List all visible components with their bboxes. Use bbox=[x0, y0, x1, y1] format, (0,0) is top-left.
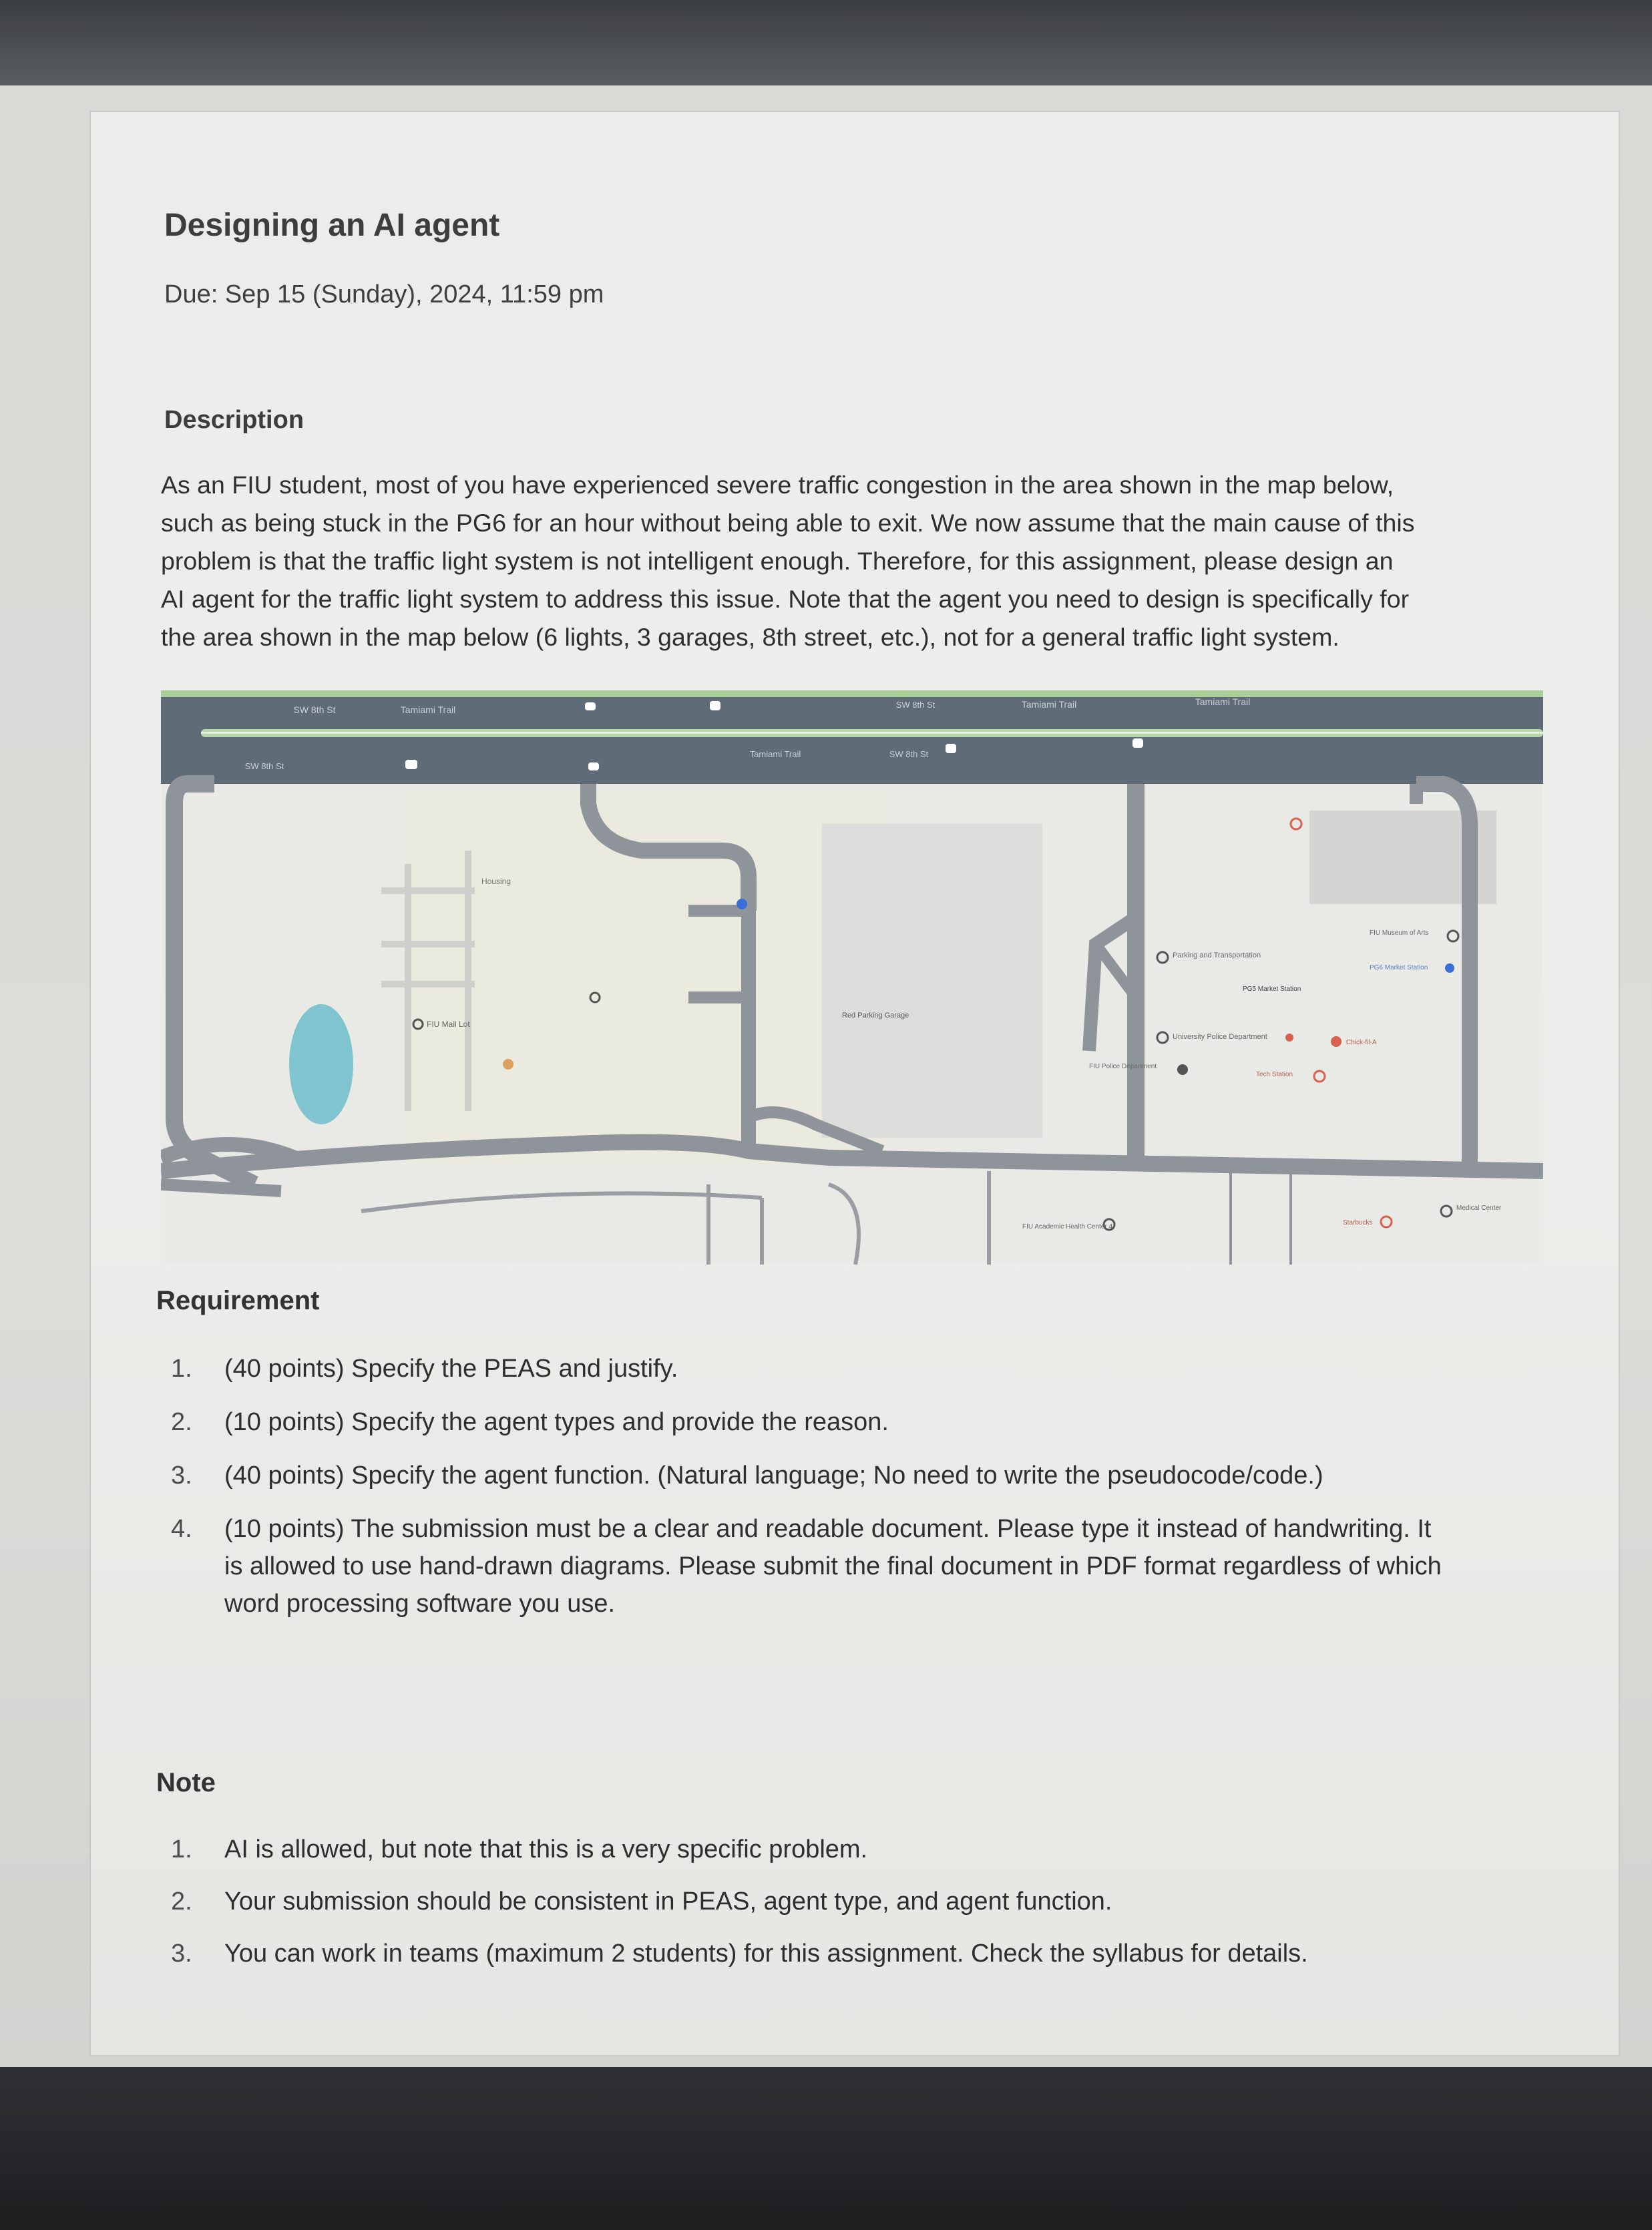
poi-label: Tech Station bbox=[1256, 1071, 1293, 1078]
poi-label: Housing bbox=[481, 877, 511, 886]
list-item bbox=[171, 1883, 1560, 1920]
bottom-dark-edge bbox=[0, 2067, 1652, 2230]
poi-label: FIU Academic Health Center 4 bbox=[1022, 1223, 1113, 1231]
item-number: 4. bbox=[171, 1515, 192, 1543]
poi-label: PG6 Market Station bbox=[1370, 964, 1428, 971]
road-label: SW 8th St bbox=[244, 761, 284, 771]
poi-marker bbox=[1331, 1036, 1341, 1047]
description-line: the area shown in the map below (6 lights, 3 garages, 8th street, etc.), not for a general traffic light system. bbox=[161, 623, 1339, 651]
poi-marker bbox=[503, 1059, 513, 1070]
item-text: Your submission should be consistent in PEAS, agent type, and agent function. bbox=[224, 1887, 1112, 1916]
poi-label: University Police Department bbox=[1173, 1033, 1267, 1041]
traffic-light-marker bbox=[405, 760, 417, 769]
median-highlight bbox=[201, 732, 1543, 734]
page-title: Designing an AI agent bbox=[164, 208, 500, 243]
poi-label: Parking and Transportation bbox=[1173, 951, 1261, 959]
item-text: AI is allowed, but note that this is a very specific problem. bbox=[224, 1835, 868, 1863]
assignment-page bbox=[91, 112, 1619, 2055]
poi-label: Chick-fil-A bbox=[1346, 1039, 1377, 1046]
poi-label: FIU Museum of Arts bbox=[1370, 929, 1429, 937]
road-label: SW 8th St bbox=[293, 704, 336, 715]
due-date: Due: Sep 15 (Sunday), 2024, 11:59 pm bbox=[164, 280, 604, 308]
list-item bbox=[171, 1935, 1560, 1972]
item-text: (10 points) The submission must be a clear and readable document. Please type it instead of handwriting. It bbox=[224, 1515, 1432, 1543]
poi-label: FIU Mall Lot bbox=[427, 1020, 470, 1029]
traffic-light-marker bbox=[946, 744, 956, 753]
description-heading: Description bbox=[164, 406, 304, 434]
item-number: 2. bbox=[171, 1408, 192, 1436]
garage-block bbox=[822, 824, 1042, 1138]
west-ramp-2 bbox=[161, 1184, 281, 1191]
road-label: SW 8th St bbox=[889, 749, 929, 759]
south-path bbox=[1229, 1171, 1232, 1265]
top-dark-edge bbox=[0, 0, 1652, 87]
description-line: AI agent for the traffic light system to address this issue. Note that the agent you need to design is specifically for bbox=[161, 585, 1410, 613]
poi-label: PG5 Market Station bbox=[1243, 985, 1301, 993]
campus-traffic-map bbox=[161, 690, 1543, 1265]
poi-marker bbox=[1445, 963, 1454, 973]
list-item bbox=[171, 1831, 1560, 1868]
note-heading: Note bbox=[156, 1768, 216, 1797]
list-item bbox=[171, 1510, 1560, 1622]
item-text: (40 points) Specify the agent function. (Natural language; No need to write the pseudocode/code.) bbox=[224, 1462, 1323, 1490]
description-line: such as being stuck in the PG6 for an hour without being able to exit. We now assume that the main cause of this bbox=[161, 509, 1415, 537]
poi-marker bbox=[1285, 1034, 1293, 1042]
traffic-light-marker bbox=[710, 701, 720, 710]
list-item bbox=[171, 1457, 1560, 1494]
road-label: SW 8th St bbox=[895, 700, 936, 710]
location-marker bbox=[737, 899, 747, 909]
item-text: is allowed to use hand-drawn diagrams. Please submit the final document in PDF format regardless of which bbox=[224, 1552, 1442, 1580]
description-paragraph bbox=[161, 466, 1610, 656]
poi-label: Medical Center bbox=[1456, 1204, 1502, 1212]
item-text: word processing software you use. bbox=[224, 1590, 616, 1618]
item-text: (40 points) Specify the PEAS and justify. bbox=[224, 1355, 678, 1383]
item-text: (10 points) Specify the agent types and provide the reason. bbox=[224, 1408, 889, 1436]
road-label: Tamiami Trail bbox=[400, 704, 456, 715]
poi-label: FIU Police Department bbox=[1089, 1063, 1157, 1070]
poi-marker bbox=[1177, 1064, 1188, 1075]
item-number: 2. bbox=[171, 1887, 192, 1916]
traffic-light-marker bbox=[1132, 738, 1143, 748]
note-list bbox=[171, 1831, 1560, 1987]
item-number: 1. bbox=[171, 1355, 192, 1383]
requirement-list bbox=[171, 1350, 1560, 1638]
top-median bbox=[161, 690, 1543, 697]
description-line: problem is that the traffic light system is not intelligent enough. Therefore, for this assignment, please design an bbox=[161, 547, 1394, 575]
item-number: 3. bbox=[171, 1940, 192, 1968]
traffic-light-marker bbox=[585, 702, 596, 710]
list-item bbox=[171, 1403, 1560, 1441]
lake bbox=[289, 1004, 353, 1124]
item-text: You can work in teams (maximum 2 students) for this assignment. Check the syllabus for details. bbox=[224, 1940, 1308, 1968]
south-path bbox=[1289, 1171, 1292, 1265]
item-number: 3. bbox=[171, 1462, 192, 1490]
road-label: Tamiami Trail bbox=[749, 749, 801, 759]
road-label: Tamiami Trail bbox=[1021, 699, 1077, 710]
road-label: Tamiami Trail bbox=[1195, 696, 1251, 707]
description-line: As an FIU student, most of you have experienced severe traffic congestion in the area shown in the map below, bbox=[161, 471, 1394, 499]
traffic-light-marker bbox=[588, 762, 599, 770]
item-number: 1. bbox=[171, 1835, 192, 1863]
poi-label: Starbucks bbox=[1343, 1219, 1373, 1226]
list-item bbox=[171, 1350, 1560, 1387]
garage-label: Red Parking Garage bbox=[842, 1012, 909, 1020]
requirement-heading: Requirement bbox=[156, 1286, 320, 1315]
